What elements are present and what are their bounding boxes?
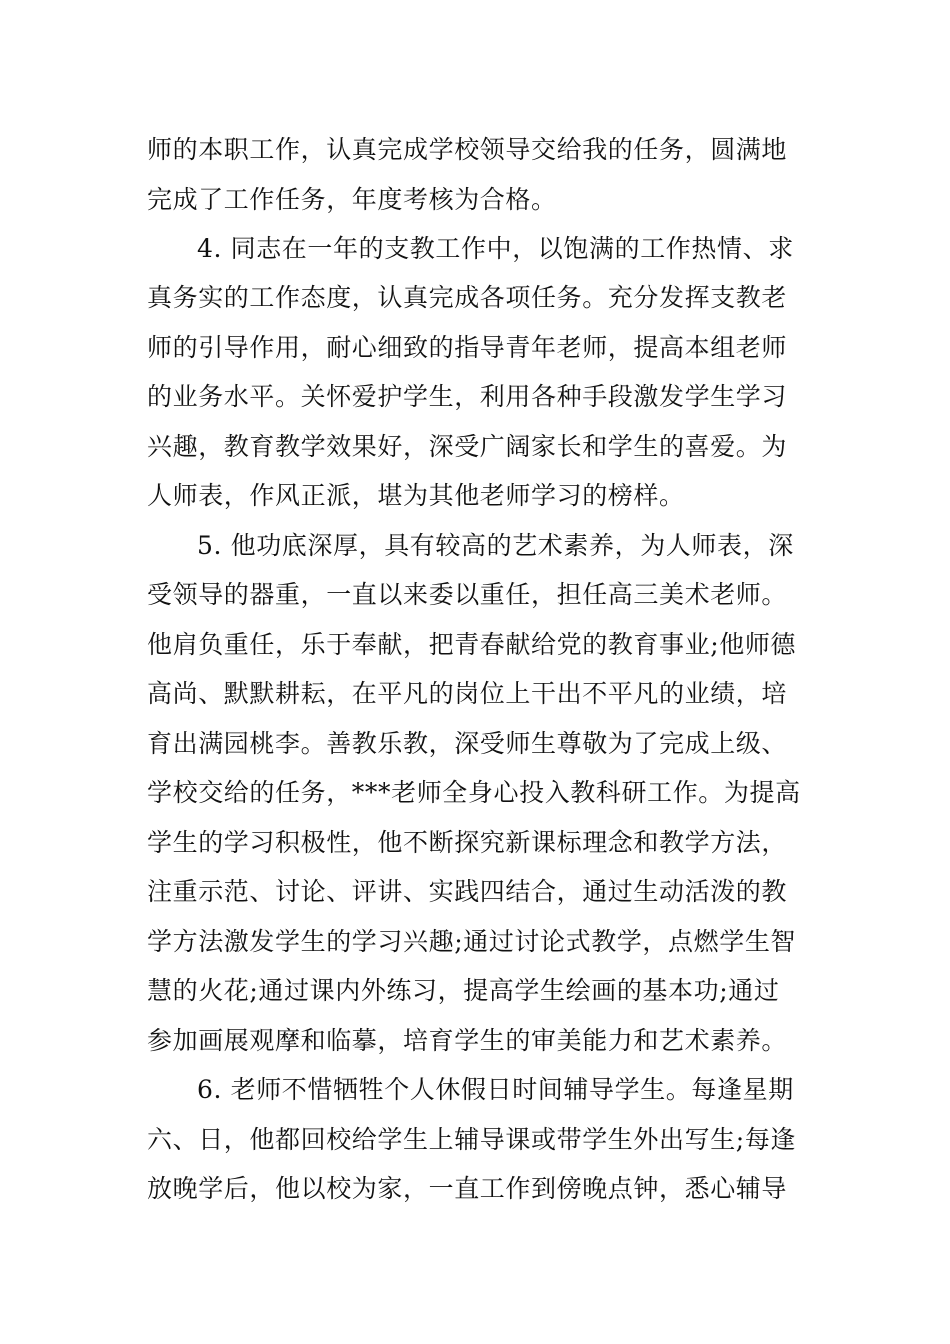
text-line: 高尚、默默耕耘，在平凡的岗位上干出不平凡的业绩，培 xyxy=(147,679,788,708)
paragraph-4-start: 4. 同志在一年的支教工作中，以饱满的工作热情、求 xyxy=(197,234,794,263)
text-line: 的业务水平。关怀爱护学生，利用各种手段激发学生学习 xyxy=(147,382,788,411)
paragraph-6-start: 6. 老师不惜牺牲个人休假日时间辅导学生。每逢星期 xyxy=(197,1075,794,1104)
text-line: 学生的学习积极性，他不断探究新课标理念和教学方法， xyxy=(147,828,788,857)
text-line: 受领导的器重，一直以来委以重任，担任高三美术老师。 xyxy=(147,580,788,609)
text-line: 真务实的工作态度，认真完成各项任务。充分发挥支教老 xyxy=(147,283,788,312)
text-line: 慧的火花;通过课内外练习，提高学生绘画的基本功;通过 xyxy=(147,976,780,1005)
text-line: 人师表，作风正派，堪为其他老师学习的榜样。 xyxy=(147,481,685,510)
text-line: 育出满园桃李。善教乐教，深受师生尊敬为了完成上级、 xyxy=(147,729,788,758)
text-line: 参加画展观摩和临摹，培育学生的审美能力和艺术素养。 xyxy=(147,1026,788,1055)
text-line: 学校交给的任务，***老师全身心投入教科研工作。为提高 xyxy=(147,778,801,807)
paragraph-5-start: 5. 他功底深厚，具有较高的艺术素养，为人师表，深 xyxy=(197,531,794,560)
text-line: 师的本职工作，认真完成学校领导交给我的任务，圆满地 xyxy=(147,135,788,164)
text-line: 学方法激发学生的学习兴趣;通过讨论式教学，点燃学生智 xyxy=(147,927,797,956)
text-line: 放晚学后，他以校为家，一直工作到傍晚点钟，悉心辅导 xyxy=(147,1174,788,1203)
text-line: 师的引导作用，耐心细致的指导青年老师，提高本组老师 xyxy=(147,333,788,362)
text-line: 六、日，他都回校给学生上辅导课或带学生外出写生;每逢 xyxy=(147,1125,797,1154)
text-line: 兴趣，教育教学效果好，深受广阔家长和学生的喜爱。为 xyxy=(147,432,788,461)
text-line: 完成了工作任务，年度考核为合格。 xyxy=(147,185,557,214)
text-line: 他肩负重任，乐于奉献，把青春献给党的教育事业;他师德 xyxy=(147,630,797,659)
text-line: 注重示范、讨论、评讲、实践四结合，通过生动活泼的教 xyxy=(147,877,788,906)
